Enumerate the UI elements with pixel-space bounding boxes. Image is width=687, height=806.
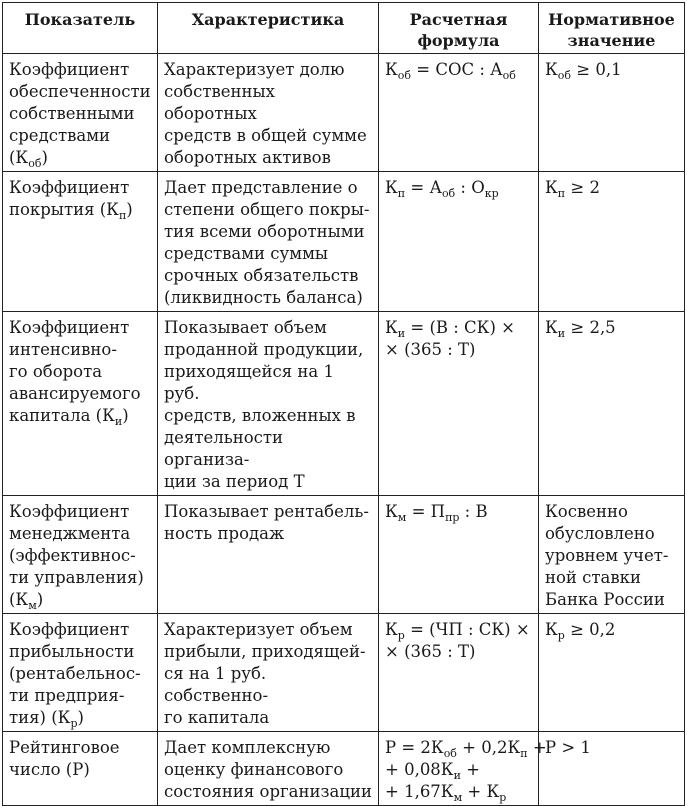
indicator-line: средствами $(К_{об})$ <box>9 126 111 170</box>
indicator-line: Рейтинговое <box>9 738 120 757</box>
characteristic-cell <box>158 732 379 806</box>
indicator-cell <box>3 732 158 806</box>
indicator-line: число (Р) <box>9 760 90 779</box>
norm-cell <box>539 496 685 614</box>
characteristic-line: средств в общей сумме <box>164 126 367 145</box>
indicator-line: капитала $(К_и)$ <box>9 406 129 428</box>
table-row <box>3 54 685 172</box>
formula-cell: $К_п = А_{об}$ : $О_{кр}$ <box>379 172 539 312</box>
indicator-cell <box>3 54 158 172</box>
characteristic-line: прибыли, приходящей- <box>164 642 366 661</box>
norm-line: обусловлено <box>545 524 655 543</box>
norm-cell: $К_п \ge 2$ <box>539 172 685 312</box>
indicator-line: (рентабельнос- <box>9 664 141 683</box>
characteristic-line: Показывает объем <box>164 318 327 337</box>
norm-line: уровнем учет- <box>545 546 669 565</box>
characteristic-cell <box>158 614 379 732</box>
characteristic-line: степени общего покры- <box>164 200 370 219</box>
characteristic-line: ность продаж <box>164 524 285 543</box>
characteristic-line: тия всеми оборотными <box>164 222 365 241</box>
indicator-line: менеджмента <box>9 524 131 543</box>
indicator-line: ти управления) <box>9 568 144 587</box>
norm-cell: Р > 1 <box>539 732 685 806</box>
formula-cell: $К_и = (В$ : СК) × × (365 : Т) <box>379 312 539 496</box>
indicator-line: Коэффициент <box>9 620 130 639</box>
formula-cell: $Р = 2К_{об} + 0,2К_п$ + + $0,08К_и$ + + $1,67К_м + К_р$ <box>379 732 539 806</box>
indicator-line: ти предприя- <box>9 686 125 705</box>
indicator-line: го оборота <box>9 362 103 381</box>
indicator-line: прибыльности <box>9 642 135 661</box>
indicator-cell <box>3 312 158 496</box>
characteristic-line: (ликвидность баланса) <box>164 288 363 307</box>
characteristic-line: средствами суммы <box>164 244 329 263</box>
characteristic-cell <box>158 312 379 496</box>
characteristic-line: Дает представление о <box>164 178 358 197</box>
norm-cell: $К_и \ge 2,5$ <box>539 312 685 496</box>
characteristic-line: деятельности организа- <box>164 428 283 469</box>
indicator-line: Коэффициент <box>9 60 130 79</box>
characteristic-line: срочных обязательств <box>164 266 359 285</box>
characteristic-line: собственных оборотных <box>164 82 275 123</box>
norm-cell: $К_{об} \ge 0,1$ <box>539 54 685 172</box>
table-row <box>3 732 685 806</box>
characteristic-cell <box>158 172 379 312</box>
table-row <box>3 496 685 614</box>
indicator-line: авансируемого <box>9 384 141 403</box>
characteristic-line: оборотных активов <box>164 148 331 167</box>
characteristic-line: проданной продукции, <box>164 340 364 359</box>
financial-ratios-table <box>2 2 685 806</box>
header-norm: Нормативное значение <box>539 3 685 54</box>
indicator-line: обеспеченности <box>9 82 151 101</box>
formula-cell: $К_{об}$ = СОС : $А_{об}$ <box>379 54 539 172</box>
indicator-line: Коэффициент <box>9 318 130 337</box>
header-formula: Расчетная формула <box>379 3 539 54</box>
indicator-line: $(К_м)$ <box>9 590 44 612</box>
characteristic-line: Характеризует объем <box>164 620 353 639</box>
characteristic-line: приходящейся на 1 руб. <box>164 362 334 403</box>
norm-line: ной ставки <box>545 568 641 587</box>
characteristic-line: ции за период Т <box>164 472 305 491</box>
indicator-line: собственными <box>9 104 135 123</box>
characteristic-line: состояния организации <box>164 782 372 801</box>
header-characteristic: Характеристика <box>158 3 379 54</box>
characteristic-line: Дает комплексную <box>164 738 331 757</box>
norm-cell: $К_р \ge 0,2$ <box>539 614 685 732</box>
indicator-line: тия) $(К_р)$ <box>9 708 84 730</box>
indicator-line: интенсивно- <box>9 340 117 359</box>
characteristic-line: го капитала <box>164 708 270 727</box>
characteristic-line: оценку финансового <box>164 760 344 779</box>
table-row <box>3 172 685 312</box>
indicator-cell <box>3 614 158 732</box>
formula-cell: $К_р = (ЧП$ : СК) × × (365 : Т) <box>379 614 539 732</box>
indicator-cell <box>3 172 158 312</box>
header-indicator: Показатель <box>3 3 158 54</box>
indicator-cell <box>3 496 158 614</box>
characteristic-cell <box>158 496 379 614</box>
formula-cell: $К_м = П_{пр}$ : В <box>379 496 539 614</box>
table-row <box>3 614 685 732</box>
indicator-line: Коэффициент <box>9 178 130 197</box>
norm-line: Банка России <box>545 590 665 609</box>
header-row <box>3 3 685 54</box>
indicator-line: (эффективнос- <box>9 546 136 565</box>
characteristic-line: средств, вложенных в <box>164 406 356 425</box>
characteristic-line: Характеризует долю <box>164 60 345 79</box>
norm-line: Косвенно <box>545 502 628 521</box>
table-row <box>3 312 685 496</box>
indicator-line: покрытия $(К_п)$ <box>9 200 133 222</box>
characteristic-cell <box>158 54 379 172</box>
characteristic-line: Показывает рентабель- <box>164 502 369 521</box>
characteristic-line: ся на 1 руб. собственно- <box>164 664 269 705</box>
indicator-line: Коэффициент <box>9 502 130 521</box>
